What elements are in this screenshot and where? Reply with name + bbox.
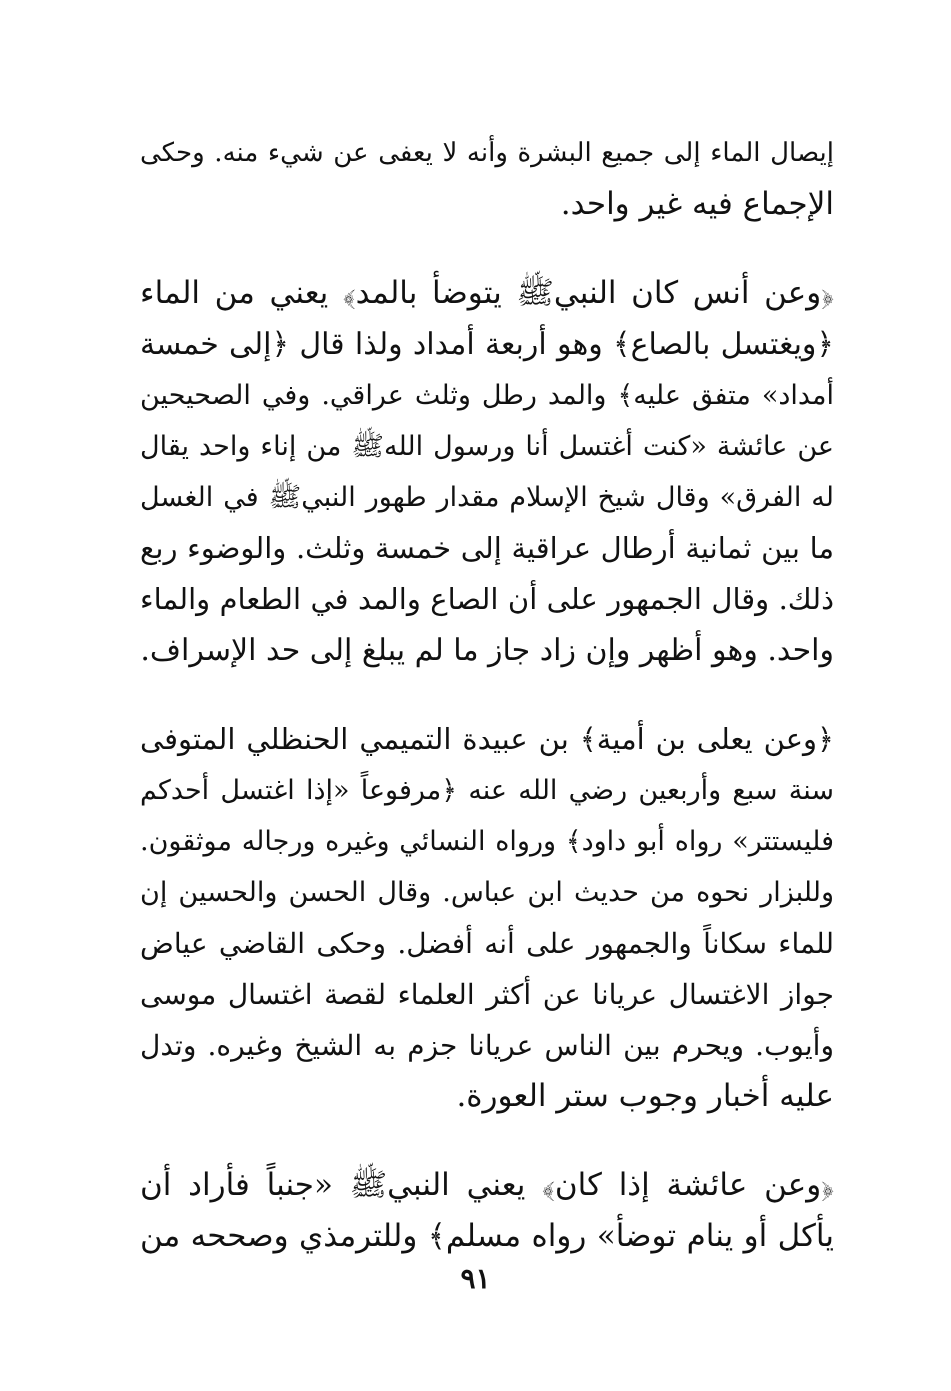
text-line: يأكل أو ينام توضأ» رواه مسلم﴾ وللترمذي وصححه من xyxy=(140,1218,834,1254)
text-line: ذلك. وقال الجمهور على أن الصاع والمد في الطعام والماء xyxy=(140,582,834,616)
text-line: للماء سكاناً والجمهور على أنه أفضل. وحكى القاضي عياض xyxy=(140,927,834,960)
page-number: ٩١ xyxy=(460,1262,491,1295)
page-body xyxy=(140,128,834,1328)
text-line: إيصال الماء إلى جميع البشرة وأنه لا يعفى عن شيء منه. وحكى xyxy=(140,138,834,168)
text-line: وللبزار نحوه من حديث ابن عباس. وقال الحسن والحسين إن xyxy=(140,877,834,908)
paragraph-1 xyxy=(140,128,834,230)
text-line: له الفرق» وقال شيخ الإسلام مقدار طهور النبيﷺ في الغسل xyxy=(140,482,834,513)
text-line: عن عائشة «كنت أغتسل أنا ورسول اللهﷺ من إناء واحد يقال xyxy=(140,431,834,462)
text-line: ﴿وعن عائشة إذا كان﴾ يعني النبيﷺ «جنباً فأراد أن xyxy=(140,1167,834,1203)
text-line: ﴿وعن يعلى بن أمية﴾ بن عبيدة التميمي الحنظلي المتوفى xyxy=(140,722,834,756)
text-line: جواز الاغتسال عريانا عن أكثر العلماء لقصة اغتسال موسى xyxy=(140,978,834,1011)
text-line: وأيوب. ويحرم بين الناس عريانا جزم به الشيخ وغيره. وتدل xyxy=(140,1029,834,1062)
text-line: أمداد» متفق عليه﴾ والمد رطل وثلث عراقي. وفي الصحيحين xyxy=(140,380,834,411)
text-line: عليه أخبار وجوب ستر العورة. xyxy=(456,1078,834,1114)
text-line: الإجماع فيه غير واحد. xyxy=(560,186,834,222)
paragraph-4 xyxy=(140,1160,834,1262)
paragraph-3 xyxy=(140,714,834,1122)
paragraph-2 xyxy=(140,268,834,676)
text-line: فليستتر» رواه أبو داود﴾ ورواه النسائي وغيره ورجاله موثقون. xyxy=(140,826,834,857)
text-line: ما بين ثمانية أرطال عراقية إلى خمسة وثلث. والوضوء ربع xyxy=(140,531,834,565)
text-line: ﴿ويغتسل بالصاع﴾ وهو أربعة أمداد ولذا قال ﴿إلى خمسة xyxy=(140,327,834,362)
text-line: ﴿وعن أنس كان النبيﷺ يتوضأ بالمد﴾ يعني من الماء xyxy=(140,275,834,311)
text-line: واحد. وهو أظهر وإن زاد جاز ما لم يبلغ إلى حد الإسراف. xyxy=(140,633,834,668)
text-line: سنة سبع وأربعين رضي الله عنه ﴿مرفوعاً «إذا اغتسل أحدكم xyxy=(140,775,834,806)
